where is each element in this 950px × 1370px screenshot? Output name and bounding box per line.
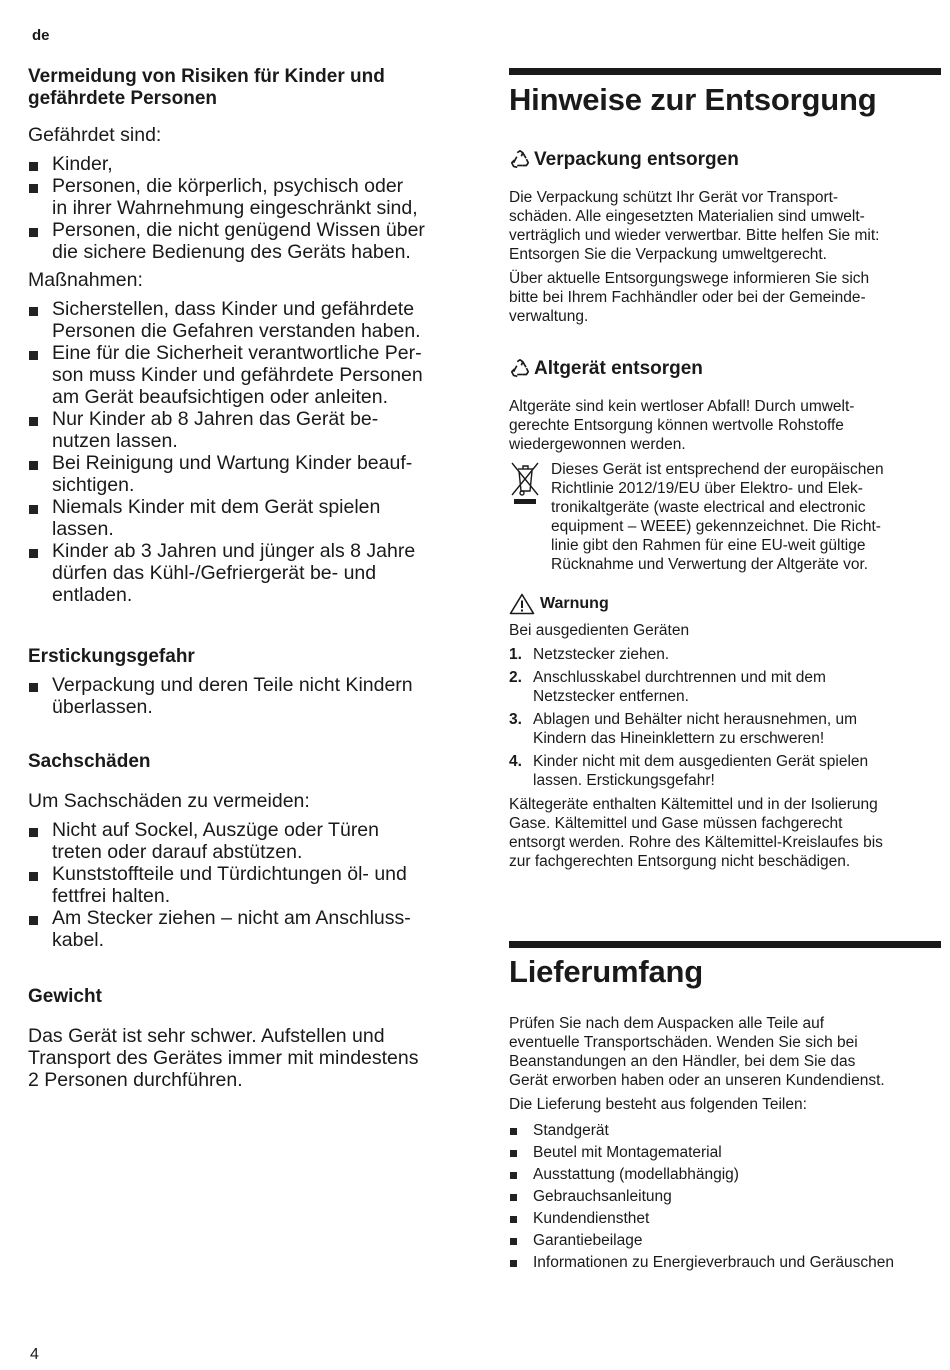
list-item: Bei Reinigung und Wartung Kinder beauf- sichtigen. [28,452,468,496]
measures-intro: Maßnahmen: [28,269,143,291]
step-item: 1. Netzstecker ziehen. [509,646,670,663]
weee-text: Dieses Gerät ist entsprechend der europäischen Richtlinie 2012/19/EU über Elektro- und Elek- tronikaltgeräte (waste electrical and electronic equipment – WEEE) gekennzeichnet. Die Richt- linie gibt den Rahmen für eine EU-weit gültige Rücknahme und Verwertung der Altgeräte vor. [551,461,884,573]
heading-text: Verpackung entsorgen [534,149,739,170]
list-item: Personen, die körperlich, psychisch oder in ihrer Wahrnehmung eingeschränkt sind, [28,175,468,219]
crossed-bin-icon [509,460,541,506]
left-column [28,66,468,1091]
refrigerant-text: Kältegeräte enthalten Kältemittel und in der Isolierung Gase. Kältemittel und Gase müssen fachgerecht entsorgt werden. Rohre des Kältemittel-Kreislaufes bis zur fachgerechten Entsorgung nicht beschädigen. [509,796,883,870]
warning-steps [509,645,941,790]
list-item: Nicht auf Sockel, Auszüge oder Türen treten oder darauf abstützen. [28,819,468,863]
warning-intro: Bei ausgedienten Geräten [509,622,690,639]
suffocation-list [28,674,468,718]
suffocation-title: Erstickungsgefahr [28,646,195,667]
list-item: Kinder, [28,153,468,175]
warning-heading [509,593,941,615]
list-item: Am Stecker ziehen – nicht am Anschluss- kabel. [28,907,468,951]
list-item: Niemals Kinder mit dem Gerät spielen lassen. [28,496,468,540]
warning-triangle-icon [509,593,535,615]
language-label: de [32,27,50,44]
disposal-title: Hinweise zur Entsorgung [509,82,877,117]
endangered-list [28,153,468,263]
delivery-list [509,1120,941,1274]
endangered-intro: Gefährdet sind: [28,124,162,146]
list-item: Verpackung und deren Teile nicht Kindern überlassen. [28,674,468,718]
section-rule [509,941,941,948]
old-device-title [509,358,941,380]
packaging-title [509,149,941,171]
weee-note [509,460,941,574]
weight-title: Gewicht [28,986,102,1007]
list-item: Eine für die Sicherheit verantwortliche Per- son muss Kinder und gefährdete Personen am Gerät beaufsichtigen oder anleiten. [28,342,468,408]
list-item: Ausstattung (modellabhängig) [509,1164,941,1186]
recycle-icon [509,358,531,380]
list-item: Gebrauchsanleitung [509,1186,941,1208]
list-item: Personen, die nicht genügend Wissen über die sichere Bedienung des Geräts haben. [28,219,468,263]
list-item: Nur Kinder ab 8 Jahren das Gerät be- nutzen lassen. [28,408,468,452]
recycle-icon [509,149,531,171]
step-item: 3. Ablagen und Behälter nicht herausnehmen, um Kindern das Hineinklettern zu erschweren! [509,711,857,747]
packaging-text-1: Die Verpackung schützt Ihr Gerät vor Transport- schäden. Alle eingesetzten Materialien sind umwelt- verträglich und wieder verwertbar. Bitte helfen Sie mit: Entsorgen Sie die Verpackung umweltgerecht. [509,189,880,263]
delivery-text-1: Prüfen Sie nach dem Auspacken alle Teile auf eventuelle Transportschäden. Wenden Sie sich bei Beanstandungen an den Händler, bei dem Sie das Gerät erworben haben oder an unseren Kundendienst. [509,1015,885,1089]
heading-text: Altgerät entsorgen [534,358,703,379]
delivery-title: Lieferumfang [509,954,703,989]
old-device-text: Altgeräte sind kein wertloser Abfall! Durch umwelt- gerechte Entsorgung können wertvolle Rohstoffe wiedergewonnen werden. [509,398,855,453]
warning-title: Warnung [540,595,609,612]
list-item: Sicherstellen, dass Kinder und gefährdete Personen die Gefahren verstanden haben. [28,298,468,342]
step-item: 2. Anschlusskabel durchtrennen und mit dem Netzstecker entfernen. [509,669,826,705]
list-item: Garantiebeilage [509,1230,941,1252]
title-line: gefährdete Personen [28,88,217,109]
damage-list [28,819,468,951]
damage-intro: Um Sachschäden zu vermeiden: [28,790,310,812]
weight-text: Das Gerät ist sehr schwer. Aufstellen und Transport des Gerätes immer mit mindestens 2 Personen durchführen. [28,1025,419,1091]
step-item: 4. Kinder nicht mit dem ausgedienten Gerät spielen lassen. Erstickungsgefahr! [509,753,869,789]
list-item: Beutel mit Montagematerial [509,1142,941,1164]
list-item: Informationen zu Energieverbrauch und Geräuschen [509,1252,941,1274]
packaging-text-2: Über aktuelle Entsorgungswege informieren Sie sich bitte bei Ihrem Fachhändler oder bei der Gemeinde- verwaltung. [509,270,870,325]
list-item: Kunststoffteile und Türdichtungen öl- und fettfrei halten. [28,863,468,907]
list-item: Kundendiensthet [509,1208,941,1230]
damage-title: Sachschäden [28,751,151,772]
list-item: Kinder ab 3 Jahren und jünger als 8 Jahre dürfen das Kühl-/Gefriergerät be- und entladen. [28,540,468,606]
right-column [509,68,941,1274]
delivery-text-2: Die Lieferung besteht aus folgenden Teilen: [509,1096,807,1113]
title-line: Vermeidung von Risiken für Kinder und [28,66,385,87]
section-rule [509,68,941,75]
list-item: Standgerät [509,1120,941,1142]
measures-list [28,298,468,606]
page-number: 4 [30,1346,39,1363]
children-risk-title [28,66,468,110]
